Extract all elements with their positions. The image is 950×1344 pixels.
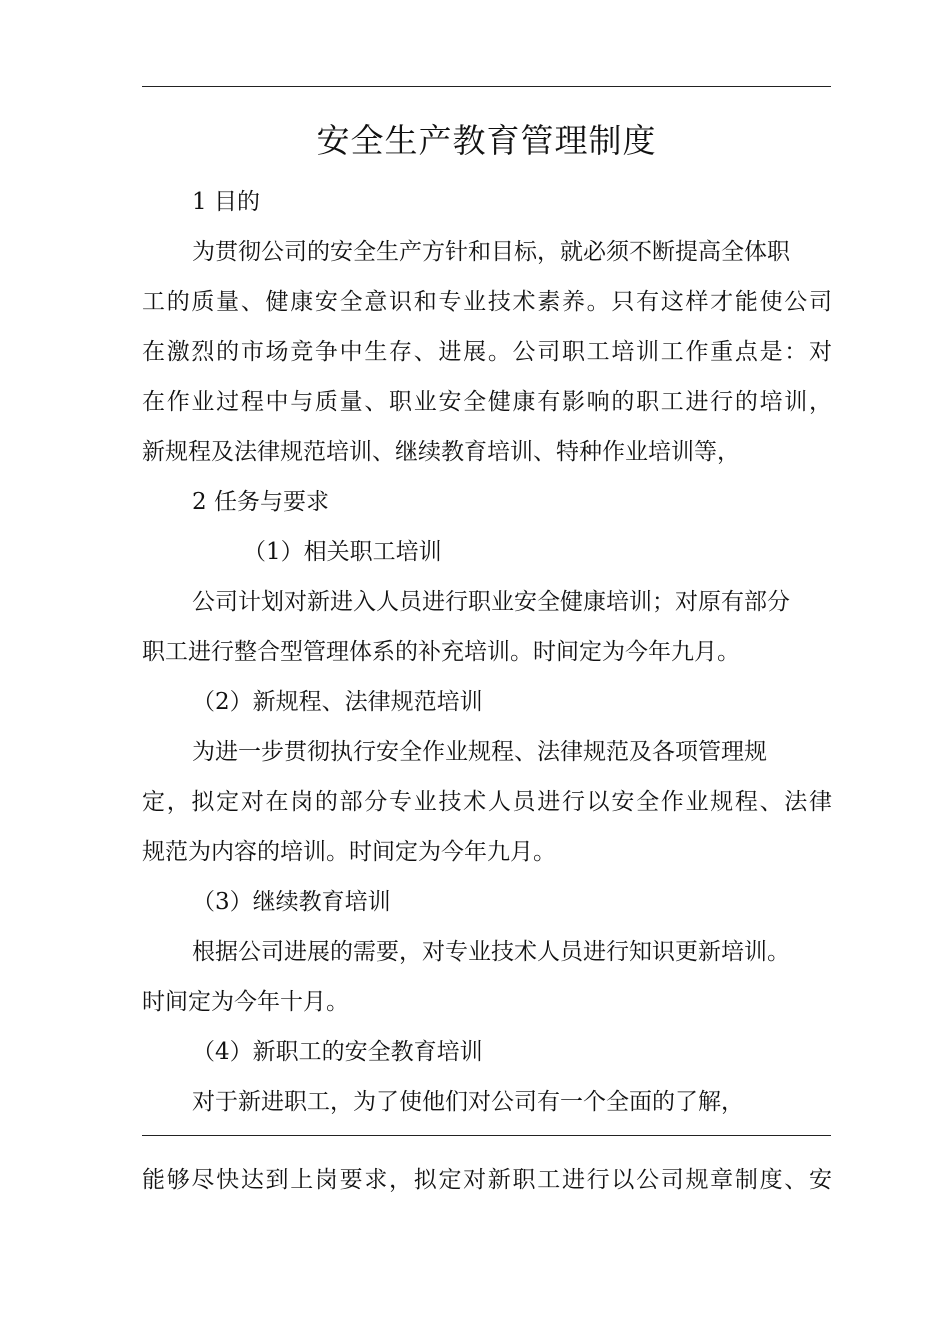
document-title: 安全生产教育管理制度 (316, 121, 657, 160)
page-break-rule (142, 1135, 831, 1136)
paragraph-line: 规范为内容的培训。时间定为今年九月。 (142, 839, 556, 865)
paragraph-line: 对于新进职工，为了使他们对公司有一个全面的了解， (192, 1089, 744, 1115)
subheading-continuing-education: （3）继续教育培训 (192, 889, 391, 915)
paragraph-line: 时间定为今年十月。 (142, 989, 349, 1015)
paragraph-line: 新规程及法律规范培训、继续教育培训、特种作业培训等， (142, 439, 740, 465)
subheading-new-staff-safety: （4）新职工的安全教育培训 (192, 1039, 483, 1065)
paragraph-line: 根据公司进展的需要，对专业技术人员进行知识更新培训。 (192, 939, 790, 965)
subheading-staff-training: （1）相关职工培训 (243, 539, 442, 565)
paragraph-line: 职工进行整合型管理体系的补充培训。时间定为今年九月。 (142, 639, 740, 665)
paragraph-line: 工的质量、健康安全意识和专业技术素养。只有这样才能使公司 (142, 289, 832, 315)
section-heading-tasks: 2 任务与要求 (192, 489, 329, 515)
subheading-regulation-training: （2）新规程、法律规范培训 (192, 689, 483, 715)
paragraph-line: 定，拟定对在岗的部分专业技术人员进行以安全作业规程、法律 (142, 789, 832, 815)
header-rule (142, 86, 831, 87)
paragraph-line: 能够尽快达到上岗要求，拟定对新职工进行以公司规章制度、安 (142, 1167, 832, 1193)
paragraph-line: 在激烈的市场竞争中生存、进展。公司职工培训工作重点是：对 (142, 339, 832, 365)
paragraph-line: 为进一步贯彻执行安全作业规程、法律规范及各项管理规 (192, 739, 767, 765)
paragraph-line: 为贯彻公司的安全生产方针和目标，就必须不断提高全体职 (192, 239, 790, 265)
section-heading-purpose: 1 目的 (192, 189, 260, 215)
paragraph-line: 公司计划对新进入人员进行职业安全健康培训；对原有部分 (192, 589, 790, 615)
paragraph-line: 在作业过程中与质量、职业安全健康有影响的职工进行的培训， (142, 389, 832, 415)
